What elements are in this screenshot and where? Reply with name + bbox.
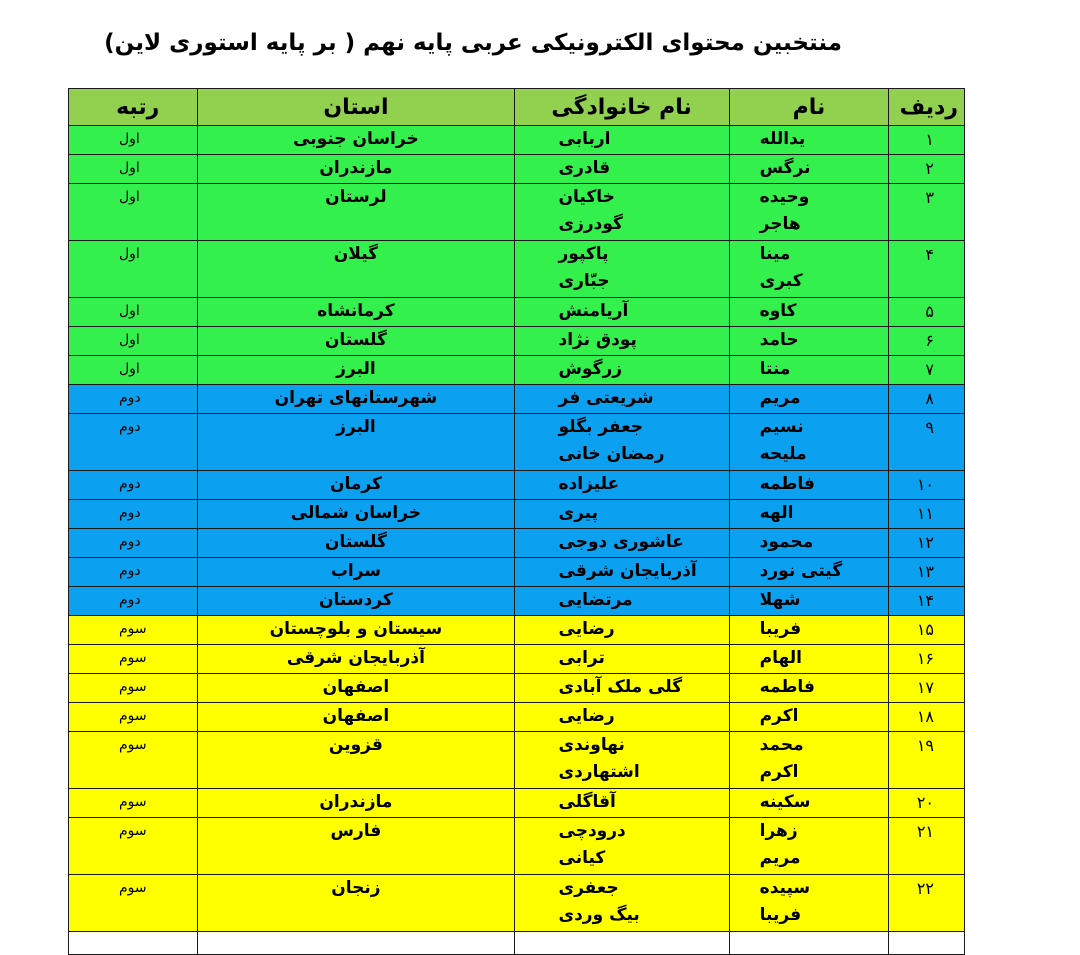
row-number: ۱۱ (889, 500, 965, 529)
family-line: خاکیان (558, 187, 615, 207)
last-name-cell (514, 298, 729, 327)
province-cell: خراسان جنوبی (198, 126, 514, 155)
nam-line: فاطمه (759, 474, 815, 494)
nam-line: اکرم (759, 762, 799, 782)
family-line: آذربایجان شرقی (558, 561, 697, 581)
row-number: ۱ (889, 126, 965, 155)
first-name-cell (729, 529, 889, 558)
rank-cell: دوم (69, 587, 198, 616)
last-name-cell (514, 126, 729, 155)
rank-cell: دوم (69, 558, 198, 587)
family-line: پاکپور (558, 244, 609, 264)
row-number: ۶ (889, 327, 965, 356)
rank-cell: اول (69, 155, 198, 184)
nam-line: فاطمه (759, 677, 815, 697)
nam-line: شهلا (759, 590, 801, 610)
winners-table (68, 88, 965, 955)
table-row (69, 789, 965, 818)
empty-cell (69, 932, 198, 955)
row-number: ۱۸ (889, 703, 965, 732)
header-nam: نام (729, 89, 889, 126)
province-cell: زنجان (198, 875, 514, 932)
nam-line: نرگس (759, 158, 811, 178)
table-row (69, 587, 965, 616)
rank-cell: اول (69, 298, 198, 327)
last-name-cell (514, 184, 729, 241)
last-name-cell (514, 616, 729, 645)
row-number: ۲۰ (889, 789, 965, 818)
last-name-cell (514, 155, 729, 184)
header-rotbe: رتبه (69, 89, 198, 126)
province-cell: لرستان (198, 184, 514, 241)
nam-line: فریبا (759, 905, 802, 925)
province-cell: کرمانشاه (198, 298, 514, 327)
row-number: ۱۰ (889, 471, 965, 500)
header-family: نام خانوادگی (514, 89, 729, 126)
last-name-cell (514, 356, 729, 385)
family-line: جعفری (558, 878, 619, 898)
rank-cell: اول (69, 126, 198, 155)
family-line: قادری (558, 158, 611, 178)
nam-line: نسیم (759, 417, 804, 437)
row-number: ۱۶ (889, 645, 965, 674)
family-line: رضایی (558, 706, 615, 726)
table-body (69, 126, 965, 955)
province-cell: کرمان (198, 471, 514, 500)
table-row (69, 327, 965, 356)
rank-cell: سوم (69, 645, 198, 674)
last-name-cell (514, 818, 729, 875)
table-row (69, 155, 965, 184)
last-name-cell (514, 471, 729, 500)
rank-cell: سوم (69, 732, 198, 789)
first-name-cell (729, 241, 889, 298)
table-row (69, 732, 965, 789)
first-name-cell (729, 471, 889, 500)
nam-line: مریم (759, 388, 801, 408)
province-cell: قزوین (198, 732, 514, 789)
table-row (69, 356, 965, 385)
row-number: ۲ (889, 155, 965, 184)
rank-cell: دوم (69, 385, 198, 414)
table-row (69, 674, 965, 703)
nam-line: منتا (759, 359, 791, 379)
row-number: ۱۴ (889, 587, 965, 616)
family-line: نهاوندی (558, 735, 625, 755)
first-name-cell (729, 414, 889, 471)
table-row (69, 126, 965, 155)
rank-cell: دوم (69, 414, 198, 471)
empty-cell (889, 932, 965, 955)
family-line: درودچی (558, 821, 626, 841)
first-name-cell (729, 327, 889, 356)
nam-line: محمود (759, 532, 814, 552)
nam-line: حامد (759, 330, 799, 350)
rank-cell: اول (69, 184, 198, 241)
row-number: ۱۲ (889, 529, 965, 558)
nam-line: زهرا (759, 821, 798, 841)
family-line: رمضان خانی (558, 444, 665, 464)
last-name-cell (514, 732, 729, 789)
family-line: شریعتی فر (558, 388, 654, 408)
first-name-cell (729, 645, 889, 674)
last-name-cell (514, 529, 729, 558)
document-title: منتخبین محتوای الکترونیکی عربی پایه نهم ( بر پایه استوری لاین) (104, 30, 842, 56)
nam-line: الهه (759, 503, 794, 523)
table-row (69, 500, 965, 529)
table-header-row (69, 89, 965, 126)
province-cell: مازندران (198, 789, 514, 818)
family-line: زرگوش (558, 359, 623, 379)
family-line: رضایی (558, 619, 615, 639)
nam-line: گیتی نورد (759, 561, 843, 581)
row-number: ۱۳ (889, 558, 965, 587)
last-name-cell (514, 500, 729, 529)
first-name-cell (729, 732, 889, 789)
family-line: مرتضایی (558, 590, 633, 610)
last-name-cell (514, 645, 729, 674)
row-number: ۳ (889, 184, 965, 241)
family-line: کیانی (558, 848, 606, 868)
first-name-cell (729, 155, 889, 184)
table-row (69, 414, 965, 471)
row-number: ۴ (889, 241, 965, 298)
nam-line: مریم (759, 848, 801, 868)
family-line: آقاگلی (558, 792, 616, 812)
rank-cell: دوم (69, 500, 198, 529)
first-name-cell (729, 184, 889, 241)
nam-line: سکینه (759, 792, 811, 812)
table-row (69, 645, 965, 674)
family-line: بیگ وردی (558, 905, 640, 925)
rank-cell: دوم (69, 471, 198, 500)
family-line: اربابی (558, 129, 611, 149)
rank-cell: سوم (69, 789, 198, 818)
first-name-cell (729, 789, 889, 818)
row-number: ۸ (889, 385, 965, 414)
table-row (69, 529, 965, 558)
family-line: اشتهاردی (558, 762, 640, 782)
family-line: جبّاری (558, 271, 610, 291)
family-line: پیری (558, 503, 598, 523)
table-row (69, 818, 965, 875)
province-cell: گیلان (198, 241, 514, 298)
rank-cell: سوم (69, 875, 198, 932)
rank-cell: سوم (69, 616, 198, 645)
header-radif: ردیف (889, 89, 965, 126)
header-ostan: استان (198, 89, 514, 126)
province-cell: سیستان و بلوچستان (198, 616, 514, 645)
province-cell: اصفهان (198, 703, 514, 732)
first-name-cell (729, 126, 889, 155)
table-row (69, 703, 965, 732)
province-cell: سراب (198, 558, 514, 587)
last-name-cell (514, 327, 729, 356)
rank-cell: اول (69, 327, 198, 356)
row-number: ۱۵ (889, 616, 965, 645)
family-line: آریامنش (558, 301, 629, 321)
row-number: ۹ (889, 414, 965, 471)
province-cell: البرز (198, 414, 514, 471)
nam-line: مینا (759, 244, 791, 264)
rank-cell: دوم (69, 529, 198, 558)
nam-line: فریبا (759, 619, 802, 639)
province-cell: گلستان (198, 529, 514, 558)
family-line: علیزاده (558, 474, 620, 494)
nam-line: محمد (759, 735, 804, 755)
first-name-cell (729, 558, 889, 587)
empty-row (69, 932, 965, 955)
nam-line: الهام (759, 648, 802, 668)
first-name-cell (729, 616, 889, 645)
nam-line: اکرم (759, 706, 799, 726)
last-name-cell (514, 674, 729, 703)
empty-cell (514, 932, 729, 955)
table-row (69, 241, 965, 298)
table-row (69, 298, 965, 327)
first-name-cell (729, 703, 889, 732)
table-row (69, 875, 965, 932)
first-name-cell (729, 875, 889, 932)
nam-line: کبری (759, 271, 803, 291)
province-cell: البرز (198, 356, 514, 385)
row-number: ۵ (889, 298, 965, 327)
last-name-cell (514, 703, 729, 732)
table-row (69, 385, 965, 414)
rank-cell: سوم (69, 703, 198, 732)
first-name-cell (729, 356, 889, 385)
row-number: ۱۹ (889, 732, 965, 789)
row-number: ۲۲ (889, 875, 965, 932)
table-row (69, 616, 965, 645)
row-number: ۷ (889, 356, 965, 385)
province-cell: گلستان (198, 327, 514, 356)
province-cell: خراسان شمالی (198, 500, 514, 529)
last-name-cell (514, 241, 729, 298)
row-number: ۱۷ (889, 674, 965, 703)
family-line: ترابی (558, 648, 605, 668)
province-cell: اصفهان (198, 674, 514, 703)
family-line: گودرزی (558, 214, 623, 234)
nam-line: یدالله (759, 129, 806, 149)
nam-line: سپیده (759, 878, 811, 898)
first-name-cell (729, 500, 889, 529)
family-line: جعفر بگلو (558, 417, 643, 437)
rank-cell: اول (69, 356, 198, 385)
last-name-cell (514, 385, 729, 414)
empty-cell (198, 932, 514, 955)
nam-line: کاوه (759, 301, 797, 321)
table-row (69, 471, 965, 500)
province-cell: شهرستانهای تهران (198, 385, 514, 414)
nam-line: هاجر (759, 214, 801, 234)
rank-cell: سوم (69, 674, 198, 703)
last-name-cell (514, 414, 729, 471)
nam-line: ملیحه (759, 444, 807, 464)
province-cell: مازندران (198, 155, 514, 184)
first-name-cell (729, 587, 889, 616)
last-name-cell (514, 789, 729, 818)
row-number: ۲۱ (889, 818, 965, 875)
nam-line: وحیده (759, 187, 810, 207)
first-name-cell (729, 298, 889, 327)
last-name-cell (514, 558, 729, 587)
family-line: پودق نژاد (558, 330, 637, 350)
rank-cell: سوم (69, 818, 198, 875)
province-cell: کردستان (198, 587, 514, 616)
family-line: عاشوری دوجی (558, 532, 684, 552)
first-name-cell (729, 818, 889, 875)
first-name-cell (729, 674, 889, 703)
family-line: گلی ملک آبادی (558, 677, 683, 697)
empty-cell (729, 932, 889, 955)
province-cell: آذربایجان شرقی (198, 645, 514, 674)
last-name-cell (514, 875, 729, 932)
rank-cell: اول (69, 241, 198, 298)
last-name-cell (514, 587, 729, 616)
province-cell: فارس (198, 818, 514, 875)
table-row (69, 184, 965, 241)
table-row (69, 558, 965, 587)
first-name-cell (729, 385, 889, 414)
